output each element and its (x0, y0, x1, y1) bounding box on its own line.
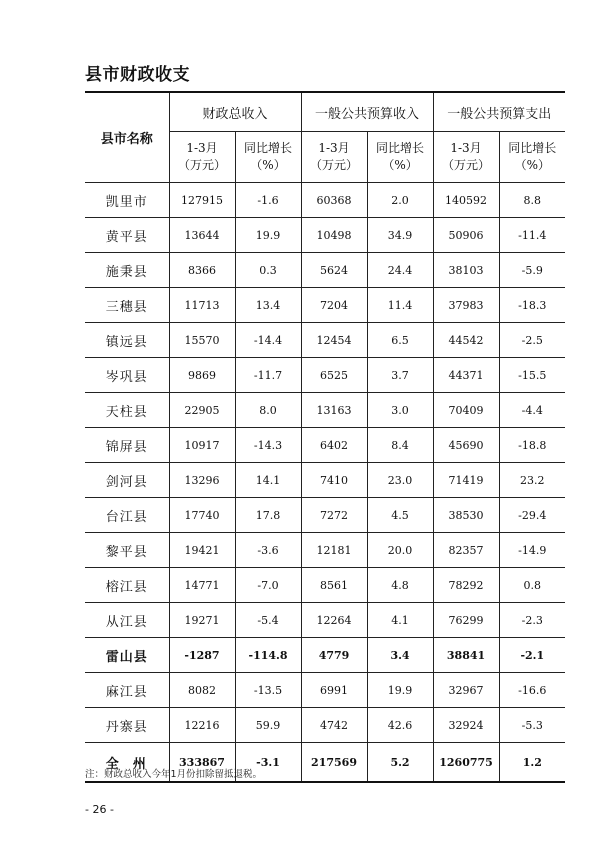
growth-cell: 3.7 (367, 358, 433, 393)
amount-cell: 7204 (301, 288, 367, 323)
table-row (85, 393, 565, 428)
growth-cell: 6.5 (367, 323, 433, 358)
amount-cell: 17740 (169, 498, 235, 533)
table-row (85, 673, 565, 708)
growth-cell: -11.4 (499, 218, 565, 253)
growth-cell: -18.3 (499, 288, 565, 323)
table-row (85, 498, 565, 533)
amount-cell: 8366 (169, 253, 235, 288)
amount-cell: 4742 (301, 708, 367, 743)
sub-header-line: 同比增长 (376, 141, 425, 155)
amount-cell: 9869 (169, 358, 235, 393)
growth-cell: 20.0 (367, 533, 433, 568)
county-name-cell: 全州 (85, 743, 169, 783)
growth-cell: -7.0 (235, 568, 301, 603)
growth-cell: -5.4 (235, 603, 301, 638)
amount-cell: 333867 (169, 743, 235, 783)
amount-cell: 76299 (433, 603, 499, 638)
sub-header-line: 同比增长 (244, 141, 293, 155)
growth-cell: -16.6 (499, 673, 565, 708)
table-row (85, 603, 565, 638)
growth-cell: 13.4 (235, 288, 301, 323)
growth-cell: -15.5 (499, 358, 565, 393)
amount-cell: 8082 (169, 673, 235, 708)
county-name-cell: 施秉县 (85, 253, 169, 288)
sub-header-line: 1-3月 (186, 141, 218, 155)
amount-cell: 140592 (433, 183, 499, 218)
county-name-cell: 黎平县 (85, 533, 169, 568)
county-name-cell: 丹寨县 (85, 708, 169, 743)
amount-cell: 14771 (169, 568, 235, 603)
growth-cell: 17.8 (235, 498, 301, 533)
amount-cell: 37983 (433, 288, 499, 323)
sub-header-line: 1-3月 (450, 141, 482, 155)
amount-cell: 1260775 (433, 743, 499, 783)
sub-header-growth (499, 132, 565, 183)
amount-cell: -1287 (169, 638, 235, 673)
table-row (85, 358, 565, 393)
table-row (85, 533, 565, 568)
county-name-cell: 台江县 (85, 498, 169, 533)
county-name-cell: 凯里市 (85, 183, 169, 218)
sub-header-line: 1-3月 (318, 141, 350, 155)
column-group-budget-expenditure: 一般公共预算支出 (433, 92, 565, 132)
growth-cell: -3.6 (235, 533, 301, 568)
growth-cell: 3.4 (367, 638, 433, 673)
county-name-cell: 麻江县 (85, 673, 169, 708)
amount-cell: 11713 (169, 288, 235, 323)
county-name-cell: 三穗县 (85, 288, 169, 323)
growth-cell: 4.1 (367, 603, 433, 638)
amount-cell: 127915 (169, 183, 235, 218)
growth-cell: -13.5 (235, 673, 301, 708)
growth-cell: 5.2 (367, 743, 433, 783)
growth-cell: -1.6 (235, 183, 301, 218)
amount-cell: 12181 (301, 533, 367, 568)
growth-cell: 8.0 (235, 393, 301, 428)
column-header-county: 县市名称 (85, 92, 169, 183)
growth-cell: 2.0 (367, 183, 433, 218)
growth-cell: -14.4 (235, 323, 301, 358)
amount-cell: 45690 (433, 428, 499, 463)
table-row (85, 638, 565, 673)
amount-cell: 13296 (169, 463, 235, 498)
amount-cell: 12216 (169, 708, 235, 743)
amount-cell: 70409 (433, 393, 499, 428)
table-row (85, 253, 565, 288)
amount-cell: 38530 (433, 498, 499, 533)
amount-cell: 10498 (301, 218, 367, 253)
growth-cell: -5.9 (499, 253, 565, 288)
growth-cell: 24.4 (367, 253, 433, 288)
sub-header-unit: （%） (382, 158, 418, 172)
growth-cell: 19.9 (235, 218, 301, 253)
amount-cell: 82357 (433, 533, 499, 568)
growth-cell: 3.0 (367, 393, 433, 428)
amount-cell: 38841 (433, 638, 499, 673)
table-row (85, 183, 565, 218)
footnote: 注：财政总收入今年1月份扣除留抵退税。 (85, 769, 263, 780)
table-row (85, 568, 565, 603)
column-group-budget-revenue: 一般公共预算收入 (301, 92, 433, 132)
table-body (85, 183, 565, 783)
amount-cell: 7272 (301, 498, 367, 533)
amount-cell: 12264 (301, 603, 367, 638)
growth-cell: -2.3 (499, 603, 565, 638)
amount-cell: 13644 (169, 218, 235, 253)
table-row (85, 218, 565, 253)
amount-cell: 15570 (169, 323, 235, 358)
growth-cell: -3.1 (235, 743, 301, 783)
amount-cell: 32967 (433, 673, 499, 708)
amount-cell: 7410 (301, 463, 367, 498)
amount-cell: 19421 (169, 533, 235, 568)
county-name-cell: 黄平县 (85, 218, 169, 253)
sub-header-unit: （%） (250, 158, 286, 172)
county-name-cell: 镇远县 (85, 323, 169, 358)
growth-cell: 4.8 (367, 568, 433, 603)
amount-cell: 6991 (301, 673, 367, 708)
growth-cell: -2.5 (499, 323, 565, 358)
growth-cell: -5.3 (499, 708, 565, 743)
county-name-cell: 榕江县 (85, 568, 169, 603)
growth-cell: 0.8 (499, 568, 565, 603)
amount-cell: 19271 (169, 603, 235, 638)
sub-header-growth (367, 132, 433, 183)
growth-cell: -4.4 (499, 393, 565, 428)
amount-cell: 44371 (433, 358, 499, 393)
table-row (85, 428, 565, 463)
amount-cell: 22905 (169, 393, 235, 428)
growth-cell: 23.2 (499, 463, 565, 498)
amount-cell: 12454 (301, 323, 367, 358)
growth-cell: -14.3 (235, 428, 301, 463)
sub-header-unit: （万元） (442, 158, 491, 172)
sub-header-unit: （万元） (310, 158, 359, 172)
table-row (85, 463, 565, 498)
column-group-total-revenue: 财政总收入 (169, 92, 301, 132)
sub-header-unit: （万元） (177, 158, 226, 172)
table-row (85, 288, 565, 323)
growth-cell: 59.9 (235, 708, 301, 743)
page-title: 县市财政收支 (85, 65, 190, 85)
growth-cell: 34.9 (367, 218, 433, 253)
sub-header-amount (301, 132, 367, 183)
growth-cell: 1.2 (499, 743, 565, 783)
growth-cell: 8.8 (499, 183, 565, 218)
growth-cell: -114.8 (235, 638, 301, 673)
growth-cell: -29.4 (499, 498, 565, 533)
growth-cell: 14.1 (235, 463, 301, 498)
page-number: - 26 - (85, 803, 114, 816)
amount-cell: 6402 (301, 428, 367, 463)
growth-cell: 23.0 (367, 463, 433, 498)
table-row (85, 708, 565, 743)
county-name-cell: 天柱县 (85, 393, 169, 428)
amount-cell: 5624 (301, 253, 367, 288)
sub-header-line: 同比增长 (508, 141, 557, 155)
sub-header-growth (235, 132, 301, 183)
growth-cell: 19.9 (367, 673, 433, 708)
amount-cell: 44542 (433, 323, 499, 358)
amount-cell: 60368 (301, 183, 367, 218)
amount-cell: 78292 (433, 568, 499, 603)
amount-cell: 38103 (433, 253, 499, 288)
growth-cell: 42.6 (367, 708, 433, 743)
amount-cell: 217569 (301, 743, 367, 783)
growth-cell: 4.5 (367, 498, 433, 533)
fiscal-table (85, 91, 565, 783)
county-name-cell: 雷山县 (85, 638, 169, 673)
growth-cell: -14.9 (499, 533, 565, 568)
amount-cell: 50906 (433, 218, 499, 253)
growth-cell: -18.8 (499, 428, 565, 463)
growth-cell: 8.4 (367, 428, 433, 463)
county-name-cell: 岑巩县 (85, 358, 169, 393)
sub-header-unit: （%） (514, 158, 550, 172)
growth-cell: -11.7 (235, 358, 301, 393)
sub-header-amount (433, 132, 499, 183)
county-name-cell: 锦屏县 (85, 428, 169, 463)
growth-cell: 0.3 (235, 253, 301, 288)
county-name-cell: 剑河县 (85, 463, 169, 498)
sub-header-amount (169, 132, 235, 183)
amount-cell: 8561 (301, 568, 367, 603)
county-name-cell: 从江县 (85, 603, 169, 638)
amount-cell: 32924 (433, 708, 499, 743)
amount-cell: 10917 (169, 428, 235, 463)
amount-cell: 71419 (433, 463, 499, 498)
growth-cell: -2.1 (499, 638, 565, 673)
amount-cell: 4779 (301, 638, 367, 673)
amount-cell: 13163 (301, 393, 367, 428)
growth-cell: 11.4 (367, 288, 433, 323)
amount-cell: 6525 (301, 358, 367, 393)
table-row (85, 323, 565, 358)
